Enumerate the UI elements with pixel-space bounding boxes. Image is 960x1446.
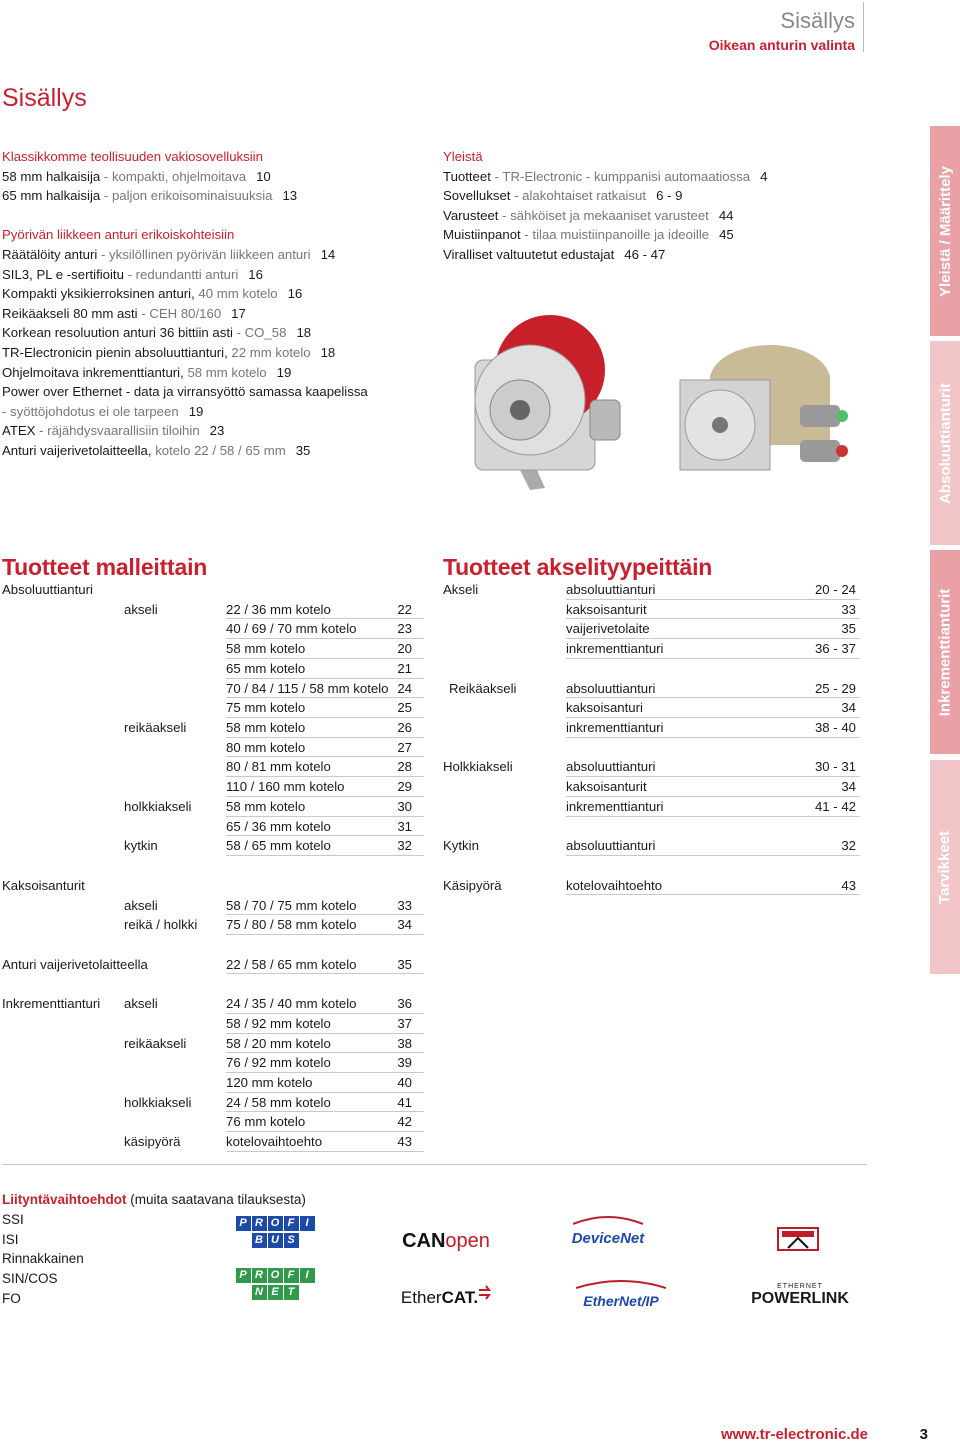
model-row (226, 955, 424, 975)
model-desc: 58 / 92 mm kotelo (226, 1015, 331, 1031)
shaft-row (566, 580, 860, 600)
toc_left-page: 17 (231, 305, 246, 321)
shaft-row (566, 876, 860, 896)
shaft-desc: kaksoisanturit (566, 779, 647, 795)
model-desc: 22 / 58 / 65 mm kotelo (226, 956, 357, 972)
powerlink-logo: ETHERNET POWERLINK (751, 1282, 849, 1307)
toc_left-text: TR-Electronicin pienin absoluuttianturi, (2, 344, 228, 360)
logo-letter: F (284, 1216, 299, 1231)
encoder-red-image (450, 300, 630, 500)
shaft-page: 36 - 37 (814, 641, 856, 657)
toc_right-text: Tuotteet (443, 168, 491, 184)
model-row (226, 1073, 424, 1093)
shaft-row (566, 679, 860, 699)
toc_left-line (2, 402, 422, 422)
model-desc: 76 mm kotelo (226, 1114, 306, 1130)
logo-letter: B (252, 1233, 267, 1248)
model-desc: 40 / 69 / 70 mm kotelo (226, 621, 357, 637)
toc_left-line (2, 225, 422, 245)
model-page: 31 (397, 818, 412, 834)
toc_left-detail: 40 mm kotelo (194, 286, 278, 302)
interface-item: Rinnakkainen (2, 1251, 84, 1267)
toc_left-detail: - räjähdysvaarallisiin tiloihin (35, 423, 200, 439)
toc_left-line (2, 206, 422, 226)
toc_right-page: 6 - 9 (656, 188, 683, 204)
model-shaft: kytkin (124, 838, 158, 854)
footer-page: 3 (919, 1426, 928, 1443)
logo-letter: I (300, 1216, 315, 1231)
toc_left-text: Kompakti yksikierroksinen anturi, (2, 286, 195, 302)
toc_right-line (443, 167, 803, 187)
shaft-page: 33 (841, 601, 856, 617)
shaft-page: 35 (841, 621, 856, 637)
model-desc: 65 mm kotelo (226, 660, 306, 676)
logo-letter: R (252, 1268, 267, 1283)
model-row (226, 817, 424, 837)
shaft-desc: inkrementtianturi (566, 720, 664, 736)
toc_left-detail: - kompakti, ohjelmoitava (100, 168, 247, 184)
toc_right-text: Varusteet (443, 207, 499, 223)
interface-item: SSI (2, 1211, 24, 1227)
toc_left-line (2, 265, 422, 285)
shaft-page: 32 (841, 838, 856, 854)
shaft-type: Käsipyörä (443, 877, 502, 893)
interfaces-title: Liityntävaihtoehdot (2, 1192, 127, 1207)
toc_left-line (2, 284, 422, 304)
shaft-desc: absoluuttianturi (566, 759, 656, 775)
shaft-desc: kotelovaihtoehto (566, 877, 663, 893)
shaft-page: 43 (841, 877, 856, 893)
toc_right-text: Yleistä (443, 149, 483, 164)
toc_left-line (2, 343, 422, 363)
toc_left-detail: 58 mm kotelo (183, 364, 267, 380)
toc_left-text: SIL3, PL e -sertifioitu (2, 266, 124, 282)
shaft-page: 38 - 40 (814, 720, 856, 736)
shaft-row (566, 836, 860, 856)
toc_left-page: 14 (320, 246, 336, 262)
shaft-desc: absoluuttianturi (566, 838, 656, 854)
model-desc: 58 / 70 / 75 mm kotelo (226, 897, 357, 913)
toc_left-line (2, 186, 422, 206)
model-desc: 76 / 92 mm kotelo (226, 1055, 331, 1071)
side-tab-absolute[interactable]: Absoluuttianturit (930, 341, 960, 545)
canopen-logo: CAN open (402, 1229, 490, 1252)
side-tab-accessories[interactable]: Tarvikkeet (930, 760, 960, 974)
toc_left-detail: - CEH 80/160 (137, 305, 222, 321)
toc_right-detail: - sähköiset ja mekaaniset varusteet (498, 207, 709, 223)
model-desc: 24 / 58 mm kotelo (226, 1094, 331, 1110)
shaft-type: Kytkin (443, 838, 479, 854)
toc-right (443, 147, 803, 265)
model-row (226, 718, 424, 738)
model-row (226, 896, 424, 916)
devicenet-logo: DeviceNet (568, 1214, 648, 1250)
toc_left-text: Räätälöity anturi (2, 246, 98, 262)
toc_left-page: 13 (282, 188, 298, 204)
shaft-row (566, 600, 860, 620)
model-row (226, 1112, 424, 1132)
model-row (226, 915, 424, 935)
model-shaft: holkkiakseli (124, 1094, 192, 1110)
model-page: 38 (397, 1035, 412, 1051)
toc_right-line (443, 186, 803, 206)
model-shaft: akseli (124, 996, 158, 1012)
model-page: 36 (397, 996, 412, 1012)
model-shaft: reikä / holkki (124, 917, 198, 933)
toc_left-line (2, 147, 422, 167)
profibus-logo (232, 1214, 318, 1250)
logo-letter: R (252, 1216, 267, 1231)
model-page: 21 (397, 660, 412, 676)
toc_left-text: Korkean resoluution anturi 36 bittiin asti (2, 325, 233, 341)
page-title: Sisällys (2, 84, 87, 112)
ethernetip-logo: EtherNet/IP (572, 1278, 670, 1312)
model-desc: kotelovaihtoehto (226, 1134, 323, 1150)
toc_right-page: 45 (719, 227, 734, 243)
shaft-page: 30 - 31 (814, 759, 856, 775)
model-row (226, 639, 424, 659)
model-category: Inkrementtianturi (2, 996, 101, 1012)
encoder-beige-image (660, 320, 860, 490)
model-page: 35 (397, 956, 412, 972)
shaft-desc: inkrementtianturi (566, 798, 664, 814)
model-page: 30 (397, 798, 412, 814)
model-page: 27 (397, 739, 412, 755)
model-desc: 58 mm kotelo (226, 720, 306, 736)
model-row (226, 777, 424, 797)
logo-letter: E (268, 1285, 283, 1300)
model-page: 26 (397, 720, 412, 736)
logo-letter: P (236, 1268, 251, 1283)
model-page: 39 (397, 1055, 412, 1071)
side-tab-general[interactable]: Yleistä / Määrittely (930, 126, 960, 336)
toc_right-detail: - tilaa muistiinpanoille ja ideoille (520, 227, 710, 243)
toc_left-page: 18 (320, 344, 336, 360)
model-shaft: reikäakseli (124, 720, 187, 736)
toc_left-line (2, 441, 422, 461)
toc_right-page: 4 (760, 168, 768, 184)
model-desc: 58 mm kotelo (226, 798, 306, 814)
header-title: Sisällys (780, 8, 855, 33)
model-row (226, 659, 424, 679)
model-row (226, 619, 424, 639)
model-desc: 24 / 35 / 40 mm kotelo (226, 996, 357, 1012)
model-row (226, 797, 424, 817)
toc_left-text: Anturi vaijerivetolaitteella, (2, 442, 152, 458)
model-page: 22 (397, 601, 412, 617)
shaft-desc: absoluuttianturi (566, 582, 656, 597)
shaft-type: Reikäakseli (449, 680, 517, 696)
model-page: 40 (397, 1075, 412, 1090)
toc_left-detail: - redundantti anturi (123, 266, 239, 282)
shaft-row (566, 777, 860, 797)
model-category: Kaksoisanturit (2, 877, 85, 893)
toc_left-line (2, 304, 422, 324)
interface-item: ISI (2, 1231, 19, 1247)
toc_left-page: 35 (295, 442, 311, 458)
toc_left-page: 19 (276, 364, 292, 380)
logo-letter: I (300, 1268, 315, 1283)
toc_left-text: 58 mm halkaisija (2, 168, 101, 184)
model-page: 34 (397, 917, 412, 933)
toc_right-page: 46 - 47 (624, 246, 666, 262)
toc_left-detail: 22 mm kotelo (227, 344, 311, 360)
logo-letter: U (268, 1233, 283, 1248)
toc_right-page: 44 (718, 207, 734, 223)
model-category: Absoluuttianturi (2, 582, 93, 597)
toc_left-text: ATEX (2, 423, 36, 439)
toc_left-line (2, 363, 422, 383)
model-row (226, 1093, 424, 1113)
shaft-type: Holkkiakseli (443, 759, 513, 775)
model-page: 29 (397, 779, 412, 795)
shaft-page: 25 - 29 (814, 680, 856, 696)
header-divider (863, 2, 864, 52)
model-page: 41 (397, 1094, 412, 1110)
toc_left-text: Reikäakseli 80 mm asti (2, 305, 138, 321)
model-page: 43 (397, 1134, 412, 1150)
model-desc: 75 / 80 / 58 mm kotelo (226, 917, 357, 933)
toc-left (2, 147, 422, 461)
shaft-page: 41 - 42 (814, 798, 856, 814)
model-desc: 80 mm kotelo (226, 739, 306, 755)
model-desc: 22 / 36 mm kotelo (226, 601, 331, 617)
toc_left-detail: - yksilöllinen pyörivän liikkeen anturi (97, 246, 311, 262)
toc_left-line (2, 245, 422, 265)
model-row (226, 836, 424, 856)
logo-letter: F (284, 1268, 299, 1283)
shaft-page: 34 (841, 779, 856, 795)
model-page: 20 (397, 641, 412, 657)
shaft-desc: inkrementtianturi (566, 641, 664, 657)
logo-letter: O (268, 1268, 283, 1283)
toc_right-detail: - alakohtaiset ratkaisut (510, 188, 647, 204)
header-subtitle: Oikean anturin valinta (708, 37, 855, 53)
model-desc: 75 mm kotelo (226, 700, 306, 716)
interfaces-note: (muita saatavana tilauksesta) (126, 1192, 306, 1207)
model-row (226, 1053, 424, 1073)
model-desc: 58 mm kotelo (226, 641, 306, 657)
toc_left-text: Klassikkomme teollisuuden vakiosovelluksiin (2, 149, 263, 164)
interbus-logo (776, 1226, 820, 1252)
toc_left-page: 16 (248, 266, 263, 282)
model-row (226, 738, 424, 758)
model-shaft: käsipyörä (124, 1134, 181, 1150)
model-shaft: akseli (124, 897, 158, 913)
model-desc: 70 / 84 / 115 / 58 mm kotelo (226, 680, 389, 696)
model-page: 42 (397, 1114, 412, 1130)
model-shaft: reikäakseli (124, 1035, 187, 1051)
model-row (226, 679, 424, 699)
shaft-row (566, 718, 860, 738)
toc_left-line (2, 323, 422, 343)
logo-letter: T (284, 1285, 299, 1300)
toc_right-detail: - TR-Electronic - kumppanisi automaatiossa (490, 168, 751, 184)
model-page: 33 (397, 897, 412, 913)
shaft-desc: absoluuttianturi (566, 680, 656, 696)
shaft-row (566, 797, 860, 817)
toc_right-text: Muistiinpanot (443, 227, 521, 243)
model-row (226, 994, 424, 1014)
model-desc: 65 / 36 mm kotelo (226, 818, 331, 834)
toc_left-page: 10 (256, 168, 271, 184)
model-shaft: holkkiakseli (124, 798, 192, 814)
toc_left-line (2, 167, 422, 187)
model-desc: 58 / 20 mm kotelo (226, 1035, 331, 1051)
toc_right-line (443, 245, 803, 265)
shaft-desc: kaksoisanturit (566, 601, 647, 617)
model-page: 28 (397, 759, 412, 775)
toc_left-text: Ohjelmoitava inkrementtianturi, (2, 364, 184, 380)
model-page: 37 (397, 1015, 412, 1031)
toc_left-page: 16 (287, 286, 303, 302)
interface-item: SIN/COS (2, 1271, 58, 1287)
toc_left-detail: - paljon erikoisominaisuuksia (100, 188, 273, 204)
interface-item: FO (2, 1290, 21, 1306)
models-title: Tuotteet malleittain (2, 554, 208, 580)
model-row (226, 600, 424, 620)
shaft-type: Akseli (443, 582, 479, 597)
shaft-page: 20 - 24 (814, 582, 856, 597)
model-row (226, 1034, 424, 1054)
shaft-desc: kaksoisanturi (566, 700, 643, 716)
logo-letter: O (268, 1216, 283, 1231)
model-page: 32 (397, 838, 412, 854)
logo-letter: P (236, 1216, 251, 1231)
shaft-desc: vaijerivetolaite (566, 621, 650, 637)
model-page: 23 (397, 621, 412, 637)
model-row (226, 757, 424, 777)
shaft-row (566, 639, 860, 659)
toc_right-line (443, 206, 803, 226)
model-row (226, 1014, 424, 1034)
model-desc: 110 / 160 mm kotelo (226, 779, 345, 795)
toc_left-detail: kotelo 22 / 58 / 65 mm (151, 442, 286, 458)
toc_left-page: 23 (209, 423, 225, 439)
toc_left-detail: - syöttöjohdotus ei ole tarpeen (2, 403, 179, 419)
footer-url[interactable]: www.tr-electronic.de (721, 1426, 868, 1443)
shaft-row (566, 757, 860, 777)
toc_left-line (2, 421, 422, 441)
toc_left-line (2, 382, 422, 402)
side-tab-incremental[interactable]: Inkrementtianturit (930, 550, 960, 754)
toc_left-text: 65 mm halkaisija (2, 188, 101, 204)
toc_left-detail: - CO_58 (232, 325, 287, 341)
model-row (226, 698, 424, 718)
shaft-row (566, 619, 860, 639)
model-shaft: akseli (124, 601, 158, 617)
model-category: Anturi vaijerivetolaitteella (2, 956, 148, 972)
logo-letter: S (284, 1233, 299, 1248)
model-desc: 120 mm kotelo (226, 1075, 313, 1090)
ethercat-logo: Ether CAT. (400, 1284, 496, 1312)
toc_left-page: 18 (296, 325, 312, 341)
model-desc: 80 / 81 mm kotelo (226, 759, 331, 775)
shaft-row (566, 698, 860, 718)
toc_left-page: 19 (188, 403, 204, 419)
model-page: 25 (397, 700, 412, 716)
toc_right-text: Sovellukset (443, 188, 511, 204)
toc_right-line (443, 225, 803, 245)
shaft-page: 34 (841, 700, 856, 716)
divider (2, 1164, 867, 1165)
toc_right-line (443, 147, 803, 167)
model-desc: 58 / 65 mm kotelo (226, 838, 331, 854)
toc_left-text: Power over Ethernet - data ja virransyöttö samassa kaapelissa (2, 384, 368, 400)
shafts-title: Tuotteet akselityypeittäin (443, 554, 713, 580)
logo-letter: N (252, 1285, 267, 1300)
profinet-logo (232, 1266, 318, 1302)
toc_right-text: Viralliset valtuutetut edustajat (443, 246, 615, 262)
model-page: 24 (397, 680, 412, 696)
toc_left-text: Pyörivän liikkeen anturi erikoiskohteisiin (2, 227, 235, 243)
model-row (226, 1132, 424, 1152)
